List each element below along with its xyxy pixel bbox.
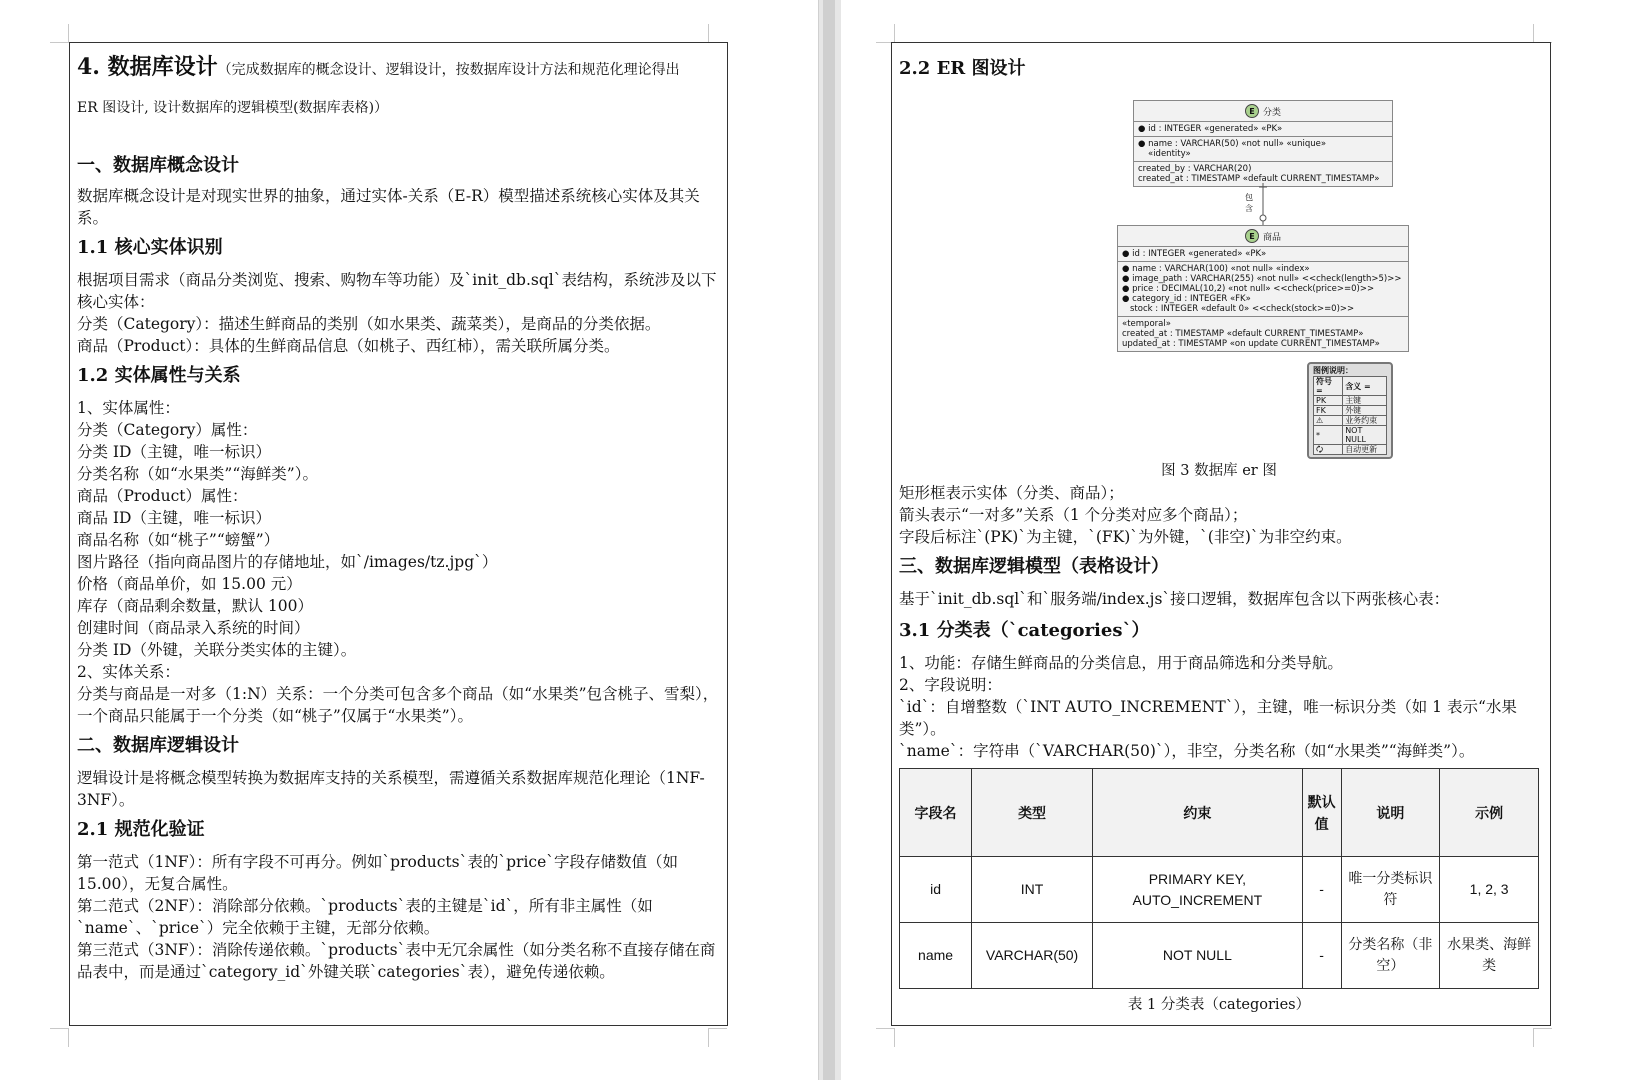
table-caption: 表 1 分类表（categories）	[1127, 997, 1311, 1013]
right-page	[841, 0, 1636, 1080]
entity-category	[1133, 100, 1393, 187]
list-item: 分类 ID（外键，关联分类实体的主键）。	[77, 641, 357, 659]
list-item: 创建时间（商品录入系统的时间）	[77, 619, 310, 637]
paragraph: 第二范式（2NF）：消除部分依赖。`products`表的主键是`id`，所有非主属性（如`name`、`price`）完全依赖于主键，无部分依赖。	[77, 897, 653, 937]
paragraph: 数据库概念设计是对现实世界的抽象，通过实体-关系（E-R）模型描述系统核心实体及其关系。	[77, 187, 700, 227]
table-cell: NOT NULL	[1093, 923, 1303, 989]
list-item: 1、功能：存储生鲜商品的分类信息，用于商品筛选和分类导航。	[899, 654, 1343, 672]
table-cell: VARCHAR(50)	[972, 923, 1093, 989]
list-item: 商品名称（如“桃子”“螃蟹”）	[77, 531, 280, 549]
left-content	[77, 52, 722, 983]
entity-field: ● id : INTEGER «generated» «PK»	[1122, 249, 1267, 259]
legend-table	[1313, 376, 1387, 455]
section-title: 1.1 核心实体识别	[77, 237, 223, 258]
list-item: 分类（Category）属性：	[77, 421, 258, 439]
legend-row	[1314, 377, 1387, 396]
entity-field: ● price : DECIMAL(10,2) «not null» <<check(price>=0)>>	[1122, 284, 1375, 294]
corner-mark	[876, 1028, 895, 1047]
entity-field: ● category_id : INTEGER «FK»	[1122, 294, 1251, 304]
legend-cell: 含义 =	[1343, 377, 1387, 396]
entity-field: created_by : VARCHAR(20)	[1138, 164, 1252, 174]
list-item: `id`：自增整数（`INT AUTO_INCREMENT`），主键，唯一标识分类（如 1 表示“水果类”）。	[899, 698, 1517, 738]
corner-mark	[708, 24, 727, 43]
table-cell: id	[900, 857, 972, 923]
paragraph: 第三范式（3NF）：消除传递依赖。`products`表中无冗余属性（如分类名称不直接存储在商品表中，而是通过`category_id`外键关联`categories`表），避免传递依赖。	[77, 941, 716, 981]
table-header: 默认值	[1302, 769, 1341, 857]
list-item: 分类名称（如“水果类”“海鲜类”）。	[77, 465, 318, 483]
entity-field: ● name : VARCHAR(100) «not null» «index»	[1122, 264, 1310, 274]
paragraph: 逻辑设计是将概念模型转换为数据库支持的关系模型，需遵循关系数据库规范化理论（1NF-3NF）。	[77, 769, 705, 809]
entity-field: stock : INTEGER «default 0» <<check(stock>=0)>>	[1130, 304, 1355, 314]
table-cell: -	[1302, 857, 1341, 923]
figure-caption: 图 3 数据库 er 图	[1161, 463, 1277, 479]
table-header: 约束	[1093, 769, 1303, 857]
legend-row	[1314, 416, 1387, 426]
list-item: 商品（Product）属性：	[77, 487, 248, 505]
legend-cell: FK	[1314, 406, 1343, 416]
list-item: `name`：字符串（`VARCHAR(50)`），非空，分类名称（如“水果类”“海鲜类”）。	[899, 742, 1475, 760]
table-cell: name	[900, 923, 972, 989]
table-cell: 水果类、海鲜类	[1440, 923, 1539, 989]
section-title: 3.1 分类表（`categories`）	[899, 620, 1150, 641]
corner-mark	[1533, 1028, 1552, 1047]
corner-mark	[708, 1028, 727, 1047]
right-content	[899, 460, 1539, 762]
legend-cell: ⚠	[1314, 416, 1343, 426]
table-header: 示例	[1440, 769, 1539, 857]
section-title: 一、数据库概念设计	[77, 155, 239, 176]
paragraph: 分类（Category）：描述生鲜商品的类别（如水果类、蔬菜类），是商品的分类依据。	[77, 315, 661, 333]
table-cell: 唯一分类标识符	[1341, 857, 1440, 923]
chapter-heading: 4. 数据库设计（完成数据库的概念设计、逻辑设计，按数据库设计方法和规范化理论得出	[77, 54, 680, 80]
legend-cell: PK	[1314, 396, 1343, 406]
entity-icon: E	[1245, 104, 1259, 118]
legend-cell: NOT NULL	[1343, 426, 1387, 445]
table-cell: PRIMARY KEY, AUTO_INCREMENT	[1093, 857, 1303, 923]
list-item: 矩形框表示实体（分类、商品）；	[899, 484, 1124, 502]
legend-title: 图例说明：	[1313, 366, 1353, 375]
page-gap	[818, 0, 842, 1080]
legend-row	[1314, 396, 1387, 406]
list-item: 1、实体属性：	[77, 399, 180, 417]
table-cell: -	[1302, 923, 1341, 989]
entity-product	[1117, 225, 1409, 352]
list-item: 库存（商品剩余数量，默认 100）	[77, 597, 314, 615]
list-item: 字段后标注`(PK)`为主键，`(FK)`为外键，`(非空)`为非空约束。	[899, 528, 1352, 546]
list-item: 2、字段说明：	[899, 676, 1002, 694]
table-caption-wrap	[899, 994, 1539, 1016]
section-title: 2.1 规范化验证	[77, 819, 205, 840]
paragraph: 第一范式（1NF）：所有字段不可再分。例如`products`表的`price`字段存储数值（如 15.00），无复合属性。	[77, 853, 679, 893]
section-title: 三、数据库逻辑模型（表格设计）	[899, 556, 1169, 577]
list-item: 2、实体关系：	[77, 663, 180, 681]
table-cell: INT	[972, 857, 1093, 923]
legend-cell: 业务约束	[1343, 416, 1387, 426]
entity-title: 分类	[1262, 107, 1281, 118]
section-title: 1.2 实体属性与关系	[77, 365, 241, 386]
legend-row	[1314, 406, 1387, 416]
entity-field: ● name : VARCHAR(50) «not null» «unique»	[1138, 139, 1327, 149]
er-legend	[1307, 362, 1393, 459]
list-item: 分类与商品是一对多（1:N）关系：一个分类可包含多个商品（如“水果类”包含桃子、雪梨），一个商品只能属于一个分类（如“桃子”仅属于“水果类”）。	[77, 685, 719, 725]
list-item: 分类 ID（主键，唯一标识）	[77, 443, 271, 461]
paragraph: 商品（Product）：具体的生鲜商品信息（如桃子、西红柿），需关联所属分类。	[77, 337, 620, 355]
legend-cell: 符号 =	[1314, 377, 1343, 396]
legend-row	[1314, 445, 1387, 455]
table-header: 类型	[972, 769, 1093, 857]
table-header: 说明	[1341, 769, 1440, 857]
entity-field: «temporal»	[1122, 319, 1171, 329]
list-item: 商品 ID（主键，唯一标识）	[77, 509, 271, 527]
table-row	[900, 857, 1539, 923]
paragraph: 根据项目需求（商品分类浏览、搜索、购物车等功能）及`init_db.sql`表结构，系统涉及以下核心实体：	[77, 271, 717, 311]
corner-mark	[50, 1028, 69, 1047]
list-item: 箭头表示“一对多”关系（1 个分类对应多个商品）；	[899, 506, 1248, 524]
section-title: 二、数据库逻辑设计	[77, 735, 239, 756]
legend-row	[1314, 426, 1387, 445]
table-header-row	[900, 769, 1539, 857]
scrollbar[interactable]	[823, 0, 835, 1080]
er-heading	[899, 52, 1539, 90]
corner-mark	[876, 24, 895, 43]
section-title: 2.2 ER 图设计	[899, 58, 1026, 79]
entity-field: ● id : INTEGER «generated» «PK»	[1138, 124, 1283, 134]
legend-cell: 主键	[1343, 396, 1387, 406]
paragraph: 基于`init_db.sql`和`服务端/index.js`接口逻辑，数据库包含以下两张核心表：	[899, 590, 1450, 608]
entity-field: ● image_path : VARCHAR(255) «not null» <<check(length>5)>>	[1122, 274, 1402, 284]
list-item: 价格（商品单价，如 15.00 元）	[77, 575, 302, 593]
chapter-heading-sub: ER 图设计, 设计数据库的逻辑模型(数据库表格)）	[77, 100, 389, 116]
entity-field: created_at : TIMESTAMP «default CURRENT_TIMESTAMP»	[1122, 329, 1364, 339]
legend-cell: 自动更新	[1343, 445, 1387, 455]
legend-cell: 🗘	[1314, 445, 1343, 455]
entity-title: 商品	[1262, 232, 1281, 243]
corner-mark	[50, 24, 69, 43]
corner-mark	[1533, 24, 1552, 43]
entity-field: created_at : TIMESTAMP «default CURRENT_TIMESTAMP»	[1138, 174, 1380, 184]
entity-field: updated_at : TIMESTAMP «on update CURRENT_TIMESTAMP»	[1122, 339, 1380, 349]
legend-cell: *	[1314, 426, 1343, 445]
table-row	[900, 923, 1539, 989]
entity-icon: E	[1245, 229, 1259, 243]
list-item: 图片路径（指向商品图片的存储地址，如`/images/tz.jpg`）	[77, 553, 498, 571]
relation-label: 包含	[1245, 193, 1253, 213]
table-header: 字段名	[900, 769, 972, 857]
categories-table	[899, 768, 1539, 989]
entity-field: «identity»	[1148, 149, 1191, 159]
legend-cell: 外键	[1343, 406, 1387, 416]
table-cell: 分类名称（非空）	[1341, 923, 1440, 989]
table-cell: 1, 2, 3	[1440, 857, 1539, 923]
